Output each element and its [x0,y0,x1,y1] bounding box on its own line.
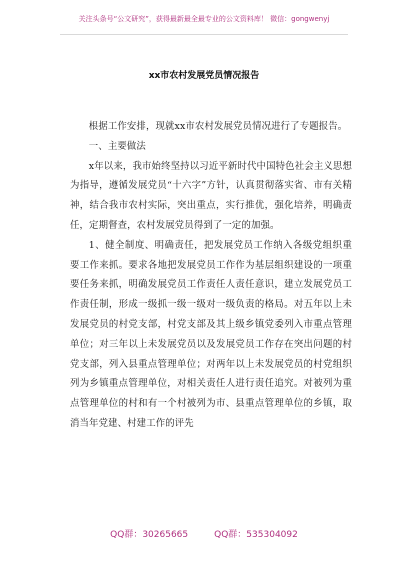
document-title: xx市农村发展党员情况报告 [148,71,260,81]
footer-contact [0,529,408,541]
body-paragraph: 1、健全制度、明确责任，把发展党员工作纳入各级党组织重要工作来抓。要求各地把发展党员工作作为基层组织建设的一项重要任务来抓，明确发展党员工作责任人责任意识，建立发展党员工作责任制，形成一级抓一级一级对一级负责的格局。对五年以上未发展党员的村党支部，村党支部及其上级乡镇党委列入市重点管理单位；对三年以上未发展党员以及发展党员工作存在突出问题的村党支部，列入县重点管理单位；对两年以上未发展党员的村党组织列为乡镇重点管理单位，对相关责任人进行责任追究。对被列为重点管理单位的村和有一个村被列为市、县重点管理单位的乡镇，取消当年党建、村建工作的评先 [70,239,352,429]
section-heading: 一、主要做法 [88,140,146,152]
qq-group-1: QQ群：30265665 [110,530,189,540]
body-paragraph: x年以来，我市始终坚持以习近平新时代中国特色社会主义思想为指导，遵循发展党员“十六字”方针，认真贯彻落实省、市有关精神，结合我市农村实际，突出重点，实行推优，强化培养，明确责任，定期督查，农村发展党员得到了一定的加强。 [70,160,352,231]
header-banner: 关注头条号“公文研究”，获得最新最全最专业的公文资料库！ 微信：gongwenyj [78,15,330,23]
header-divider [60,34,348,35]
document-body [70,117,352,434]
qq-group-2: QQ群：535304092 [214,530,298,540]
intro-paragraph: 根据工作安排，现就xx市农村发展党员情况进行了专题报告。 [88,121,348,132]
